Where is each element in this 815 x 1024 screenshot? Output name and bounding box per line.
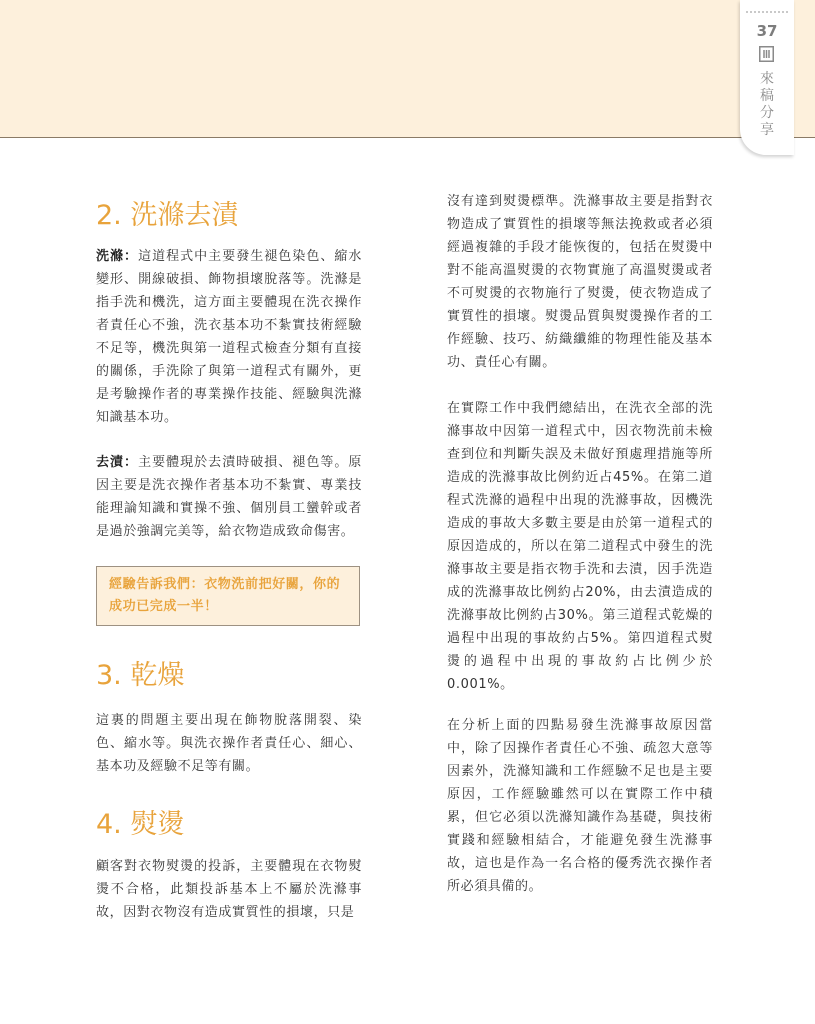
section-label-char: 分 (760, 105, 774, 121)
heading-ironing: 4. 熨燙 (96, 809, 185, 840)
section-label (760, 71, 774, 139)
page-tab (740, 0, 794, 155)
paragraph-stain-removal (96, 451, 362, 543)
text-stain-removal: 主要體現於去漬時破損、褪色等。原因主要是洗衣操作者基本功不紮實、專業技能理論知識和實操不強、個別員工蠻幹或者是過於強調完美等，給衣物造成致命傷害。 (96, 455, 362, 539)
book-icon (759, 46, 774, 62)
heading-washing: 2. 洗滌去漬 (96, 200, 239, 231)
paragraph-conclusion: 在分析上面的四點易發生洗滌事故原因當中，除了因操作者責任心不強、疏忽大意等因素外，洗滌知識和工作經驗不足也是主要原因，工作經驗雖然可以在實際工作中積累，但它必須以洗滌知識作為基礎，與技術實踐和經驗相結合，才能避免發生洗滌事故，這也是作為一名合格的優秀洗衣操作者所必須具備的。 (447, 718, 713, 894)
header-band (0, 0, 815, 138)
term-washing: 洗滌： (96, 249, 139, 264)
callout-box (96, 566, 360, 626)
tab-dotted-line (746, 11, 788, 13)
callout-text: 經驗告訴我們：衣物洗前把好關，你的成功已完成一半！ (109, 577, 341, 614)
paragraph-ironing: 顧客對衣物熨燙的投訴，主要體現在衣物熨燙不合格，此類投訴基本上不屬於洗滌事故，因對衣物沒有造成實質性的損壞，只是 (96, 859, 362, 920)
paragraph-statistics: 在實際工作中我們總結出，在洗衣全部的洗滌事故中因第一道程式中，因衣物洗前未檢查到位和判斷失誤及未做好預處理措施等所造成的洗滌事故比例約近占45%。在第二道程式洗滌的過程中出現的洗滌事故，因機洗造成的事故大多數主要是由於第一道程式的原因造成的，所以在第二道程式中發生的洗滌事故主要是指衣物手洗和去漬，因手洗造成的洗滌事故比例約占20%，由去漬造成的洗滌事故比例約占30%。第三道程式乾燥的過程中出現的事故約占5%。第四道程式熨燙的過程中出現的事故約占比例少於0.001%。 (447, 401, 713, 692)
term-stain-removal: 去漬： (96, 455, 139, 470)
heading-drying: 3. 乾燥 (96, 660, 185, 691)
paragraph-washing (96, 245, 362, 429)
paragraph-drying: 這裏的問題主要出現在飾物脫落開裂、染色、縮水等。與洗衣操作者責任心、細心、基本功及經驗不足等有關。 (96, 713, 362, 774)
text-washing: 這道程式中主要發生褪色染色、縮水變形、開線破損、飾物損壞脫落等。洗滌是指手洗和機洗，這方面主要體現在洗衣操作者責任心不強，洗衣基本功不紮實技術經驗不足等，機洗與第一道程式檢查分類有直接的關係，手洗除了與第一道程式有關外，更是考驗操作者的專業操作技能、經驗與洗滌知識基本功。 (96, 249, 362, 425)
paragraph-ironing-continued: 沒有達到熨燙標準。洗滌事故主要是指對衣物造成了實質性的損壞等無法挽救或者必須經過複雜的手段才能恢復的，包括在熨燙中對不能高溫熨燙的衣物實施了高溫熨燙或者不可熨燙的衣物施行了熨燙，使衣物造成了實質性的損壞。熨燙品質與熨燙操作者的工作經驗、技巧、紡織纖維的物理性能及基本功、責任心有關。 (447, 194, 713, 370)
section-label-char: 來 (760, 71, 774, 87)
section-label-char: 享 (760, 122, 774, 138)
page-number: 37 (756, 22, 778, 40)
section-label-char: 稿 (760, 88, 774, 104)
